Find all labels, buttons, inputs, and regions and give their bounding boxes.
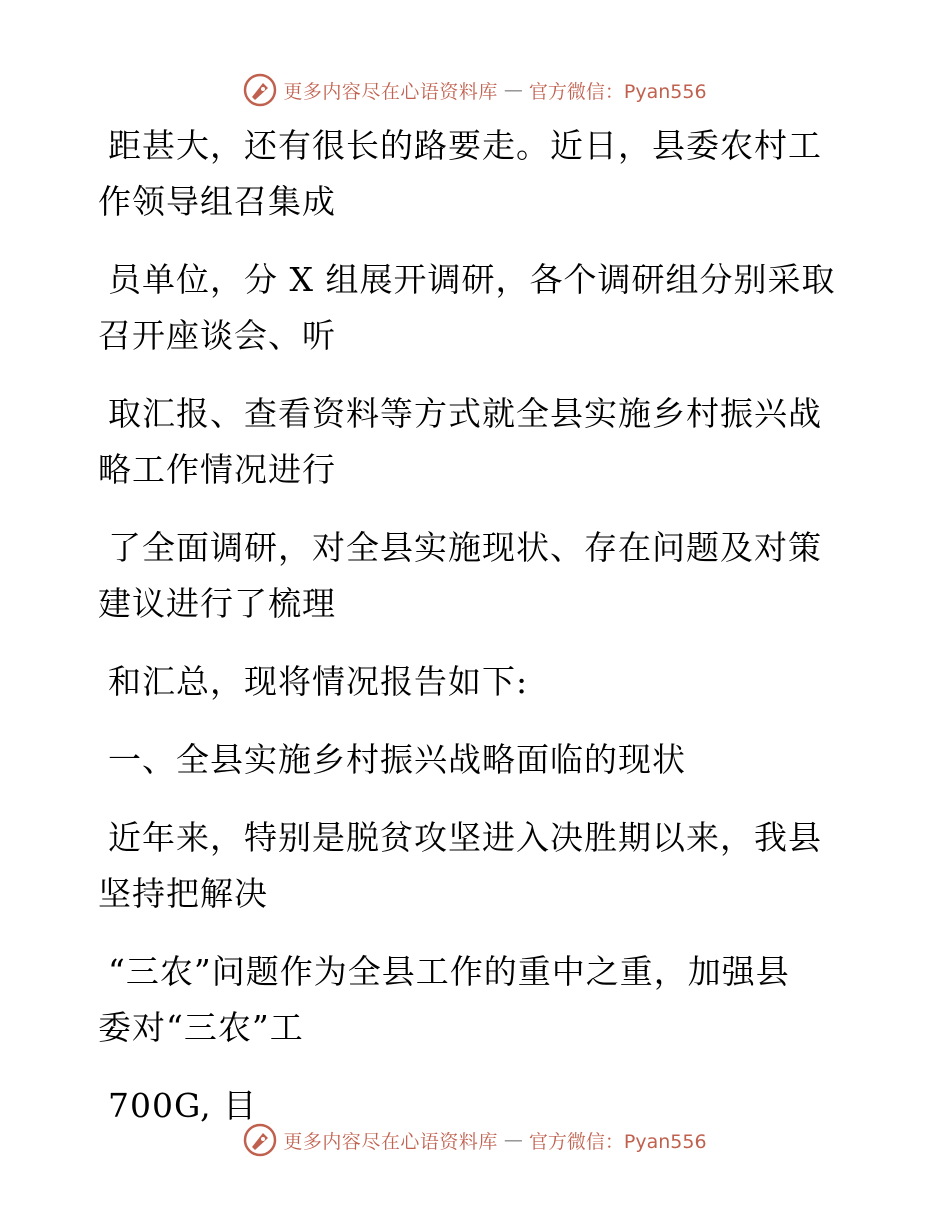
paragraph-line: 员单位，分 X 组展开调研，各个调研组分别采取: [108, 260, 836, 299]
paragraph-line: 近年来，特别是脱贫攻坚进入决胜期以来，我县: [108, 818, 822, 857]
banner-separator: —: [503, 79, 523, 101]
paragraph: [98, 810, 858, 922]
paragraph-line: 坚持把解决: [98, 874, 268, 913]
footer-banner: [0, 1122, 950, 1158]
paragraph: [98, 654, 858, 710]
document-body: [98, 118, 858, 1156]
header-banner: [0, 72, 950, 108]
heading-line: 一、全县实施乡村振兴战略面临的现状: [108, 740, 686, 779]
paragraph-line: 建议进行了梳理: [98, 584, 336, 623]
banner-wechat: 官方微信：Pyan556: [528, 1130, 707, 1153]
paragraph-line: “三农”问题作为全县工作的重中之重，加强县: [108, 952, 790, 991]
paragraph-line: 700G, 目: [108, 1086, 258, 1125]
paragraph-line: 作领导组召集成: [98, 182, 336, 221]
pen-nib-logo-icon: [243, 73, 277, 107]
paragraph-line: 和汇总，现将情况报告如下:: [108, 662, 529, 701]
section-heading: [98, 732, 858, 788]
paragraph-line: 委对“三农”工: [98, 1008, 304, 1047]
pen-nib-logo-icon: [243, 1123, 277, 1157]
banner-text: 更多内容尽在心语资料库: [283, 80, 498, 103]
paragraph: [98, 386, 858, 498]
paragraph: [98, 944, 858, 1056]
paragraph-line: 距甚大，还有很长的路要走。近日，县委农村工: [108, 126, 822, 165]
banner-separator: —: [503, 1129, 523, 1151]
paragraph: [98, 118, 858, 230]
paragraph-line: 取汇报、查看资料等方式就全县实施乡村振兴战: [108, 394, 822, 433]
banner-text: 更多内容尽在心语资料库: [283, 1130, 498, 1153]
paragraph-line: 了全面调研，对全县实施现状、存在问题及对策: [108, 528, 822, 567]
paragraph: [98, 252, 858, 364]
paragraph-line: 略工作情况进行: [98, 450, 336, 489]
paragraph-line: 召开座谈会、听: [98, 316, 336, 355]
banner-wechat: 官方微信：Pyan556: [528, 80, 707, 103]
paragraph: [98, 520, 858, 632]
